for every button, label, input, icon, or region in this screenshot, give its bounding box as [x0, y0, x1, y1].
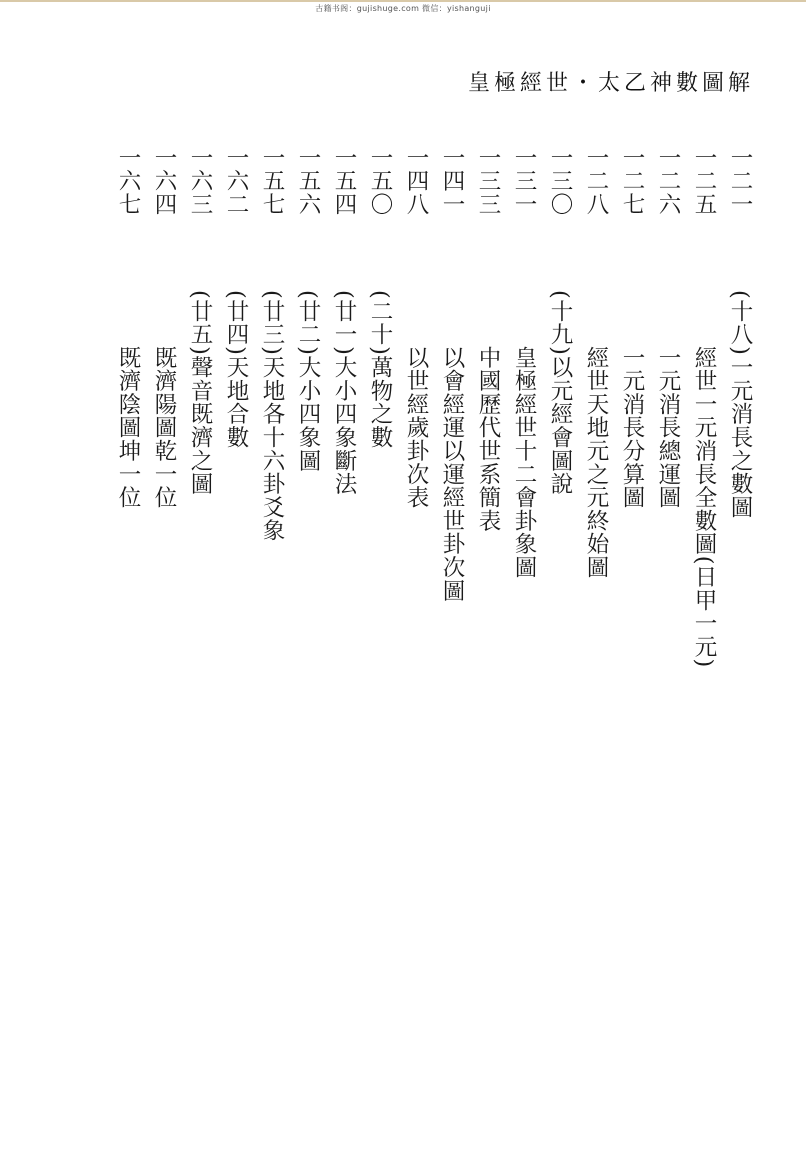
toc-entry[interactable]	[653, 146, 683, 509]
toc-title: (廿二)大小四象圖	[295, 290, 321, 473]
toc-title: 一元消長分算圖	[619, 346, 645, 510]
toc-page-number: 一六三	[187, 146, 213, 216]
top-rule	[0, 0, 806, 2]
toc-entry[interactable]	[689, 146, 719, 668]
toc-page-number: 一六四	[151, 146, 177, 216]
toc-title: 中國歷代世系簡表	[475, 346, 501, 533]
toc-title: (廿一)大小四象斷法	[331, 290, 357, 496]
toc-entry[interactable]	[365, 146, 395, 449]
toc-entry[interactable]	[329, 146, 359, 496]
toc-title: 既濟陽圖乾一位	[151, 346, 177, 510]
toc-entry[interactable]	[473, 146, 503, 532]
toc-page-number: 一三一	[511, 146, 537, 216]
toc-page-number: 一四一	[439, 146, 465, 216]
toc-entry[interactable]	[149, 146, 179, 509]
toc-entry[interactable]	[545, 146, 575, 496]
toc-title: 以會經運以運經世卦次圖	[439, 346, 465, 603]
toc-entry[interactable]	[293, 146, 323, 472]
toc-entry[interactable]	[617, 146, 647, 509]
toc-entry[interactable]	[581, 146, 611, 579]
toc-entry[interactable]	[509, 146, 539, 579]
running-title: 皇極經世・太乙神數圖解	[467, 71, 754, 96]
toc-title: (十八)一元消長之數圖	[727, 290, 753, 519]
toc-entry[interactable]	[257, 146, 287, 542]
toc-page-number: 一二一	[727, 146, 753, 216]
toc-entry[interactable]	[185, 146, 215, 496]
toc-page-number: 一四八	[403, 146, 429, 216]
toc-entry[interactable]	[401, 146, 431, 509]
toc-title: (廿五)聲音既濟之圖	[187, 290, 213, 496]
toc-page-number: 一二七	[619, 146, 645, 216]
toc-title: (廿四)天地合數	[223, 290, 249, 449]
toc-title: 一元消長總運圖	[655, 346, 681, 510]
toc-page-number: 一六二	[223, 146, 249, 216]
source-banner: 古籍书阁：gujishuge.com 微信：yishanguji	[315, 4, 491, 13]
toc-page-number: 一五六	[295, 146, 321, 216]
toc-title: 既濟陰圖坤一位	[115, 346, 141, 510]
toc-page-number: 一五四	[331, 146, 357, 216]
toc-entry[interactable]	[437, 146, 467, 602]
toc-page-number: 一五〇	[367, 146, 393, 216]
toc-title: (廿三)天地各十六卦爻象	[259, 290, 285, 543]
toc-title: 經世天地元之元終始圖	[583, 346, 609, 579]
toc-page-number: 一三〇	[547, 146, 573, 216]
toc-page-number: 一二六	[655, 146, 681, 216]
toc-title: 皇極經世十二會卦象圖	[511, 346, 537, 579]
toc-title: 以世經歲卦次表	[403, 346, 429, 510]
toc-entry[interactable]	[113, 146, 143, 509]
toc-page-number: 一三三	[475, 146, 501, 216]
toc-page-number: 一五七	[259, 146, 285, 216]
toc-page-number: 一二八	[583, 146, 609, 216]
toc-title: (二十)萬物之數	[367, 290, 393, 449]
toc-page-number: 一六七	[115, 146, 141, 216]
toc-title: (十九)以元經會圖說	[547, 290, 573, 496]
toc-entry[interactable]	[725, 146, 755, 519]
toc-title: 經世一元消長全數圖(日甲一元)	[691, 346, 717, 669]
toc-page-number: 一二五	[691, 146, 717, 216]
toc-entry[interactable]	[221, 146, 251, 449]
